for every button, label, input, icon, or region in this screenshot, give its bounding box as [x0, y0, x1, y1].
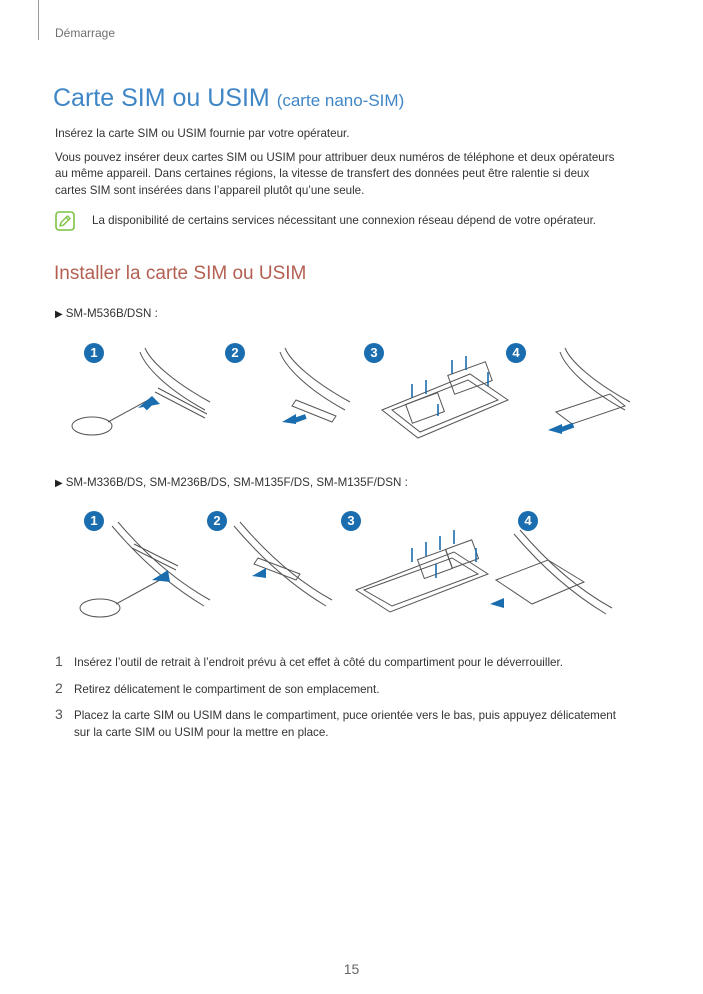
sim-tray-illustration-1: [0, 340, 703, 450]
breadcrumb: Démarrage: [55, 26, 116, 40]
step-number: 2: [55, 680, 63, 696]
model-label-2: ▶ SM-M336B/DS, SM-M236B/DS, SM-M135F/DS, SM-M135F/DSN :: [55, 476, 408, 489]
step-badge: 3: [364, 343, 384, 363]
header-rule: [38, 0, 39, 40]
step-badge: 2: [207, 511, 227, 531]
arrow-icon: [138, 396, 574, 434]
intro-line: cartes SIM sont insérées dans l’appareil plutôt qu’une seule.: [55, 183, 365, 197]
intro-paragraph-1: Insérez la carte SIM ou USIM fournie par votre opérateur.: [55, 127, 350, 140]
intro-paragraph-2: [55, 150, 655, 199]
intro-line: Vous pouvez insérer deux cartes SIM ou USIM pour attribuer deux numéros de téléphone et deux opérateurs: [55, 151, 615, 164]
step-badge: 1: [84, 511, 104, 531]
page-number: 15: [343, 961, 360, 977]
note-text: La disponibilité de certains services nécessitant une connexion réseau dépend de votre opérateur.: [92, 214, 597, 227]
step-text: Insérez l’outil de retrait à l’endroit prévu à cet effet à côté du compartiment pour le déverrouiller.: [74, 656, 563, 669]
section-title: Installer la carte SIM ou USIM: [54, 263, 307, 284]
play-triangle-icon: ▶: [55, 478, 63, 489]
step-badge: 1: [84, 343, 104, 363]
intro-line: au même appareil. Dans certaines régions, la vitesse de transfert des données peut être ralentie si deux: [55, 167, 590, 181]
figure-sm-m336b: [0, 508, 703, 628]
page-title: [53, 84, 404, 113]
play-triangle-icon: ▶: [55, 309, 63, 320]
step-text: Retirez délicatement le compartiment de son emplacement.: [74, 683, 380, 696]
step-item: [55, 706, 655, 746]
note-box: [55, 211, 665, 233]
figure-sm-m536b: [0, 340, 703, 450]
step-item: [55, 680, 655, 700]
page-title-sub: (carte nano-SIM): [276, 91, 405, 110]
page-title-main: Carte SIM ou USIM: [53, 84, 270, 112]
note-pencil-icon: [55, 211, 75, 231]
step-badge: 2: [225, 343, 245, 363]
model-label-1: ▶ SM-M536B/DSN :: [55, 307, 158, 320]
step-badge: 4: [518, 511, 538, 531]
step-text: [74, 707, 659, 741]
step-number: 3: [55, 706, 63, 722]
step-text-line: sur la carte SIM ou USIM pour la mettre en place.: [74, 726, 329, 739]
step-number: 1: [55, 653, 63, 669]
step-text-line: Placez la carte SIM ou USIM dans le compartiment, puce orientée vers le bas, puis appuyez délicatement: [74, 709, 616, 722]
sim-tray-illustration-2: [0, 508, 703, 628]
step-badge: 4: [506, 343, 526, 363]
step-item: [55, 653, 655, 673]
step-badge: 3: [341, 511, 361, 531]
